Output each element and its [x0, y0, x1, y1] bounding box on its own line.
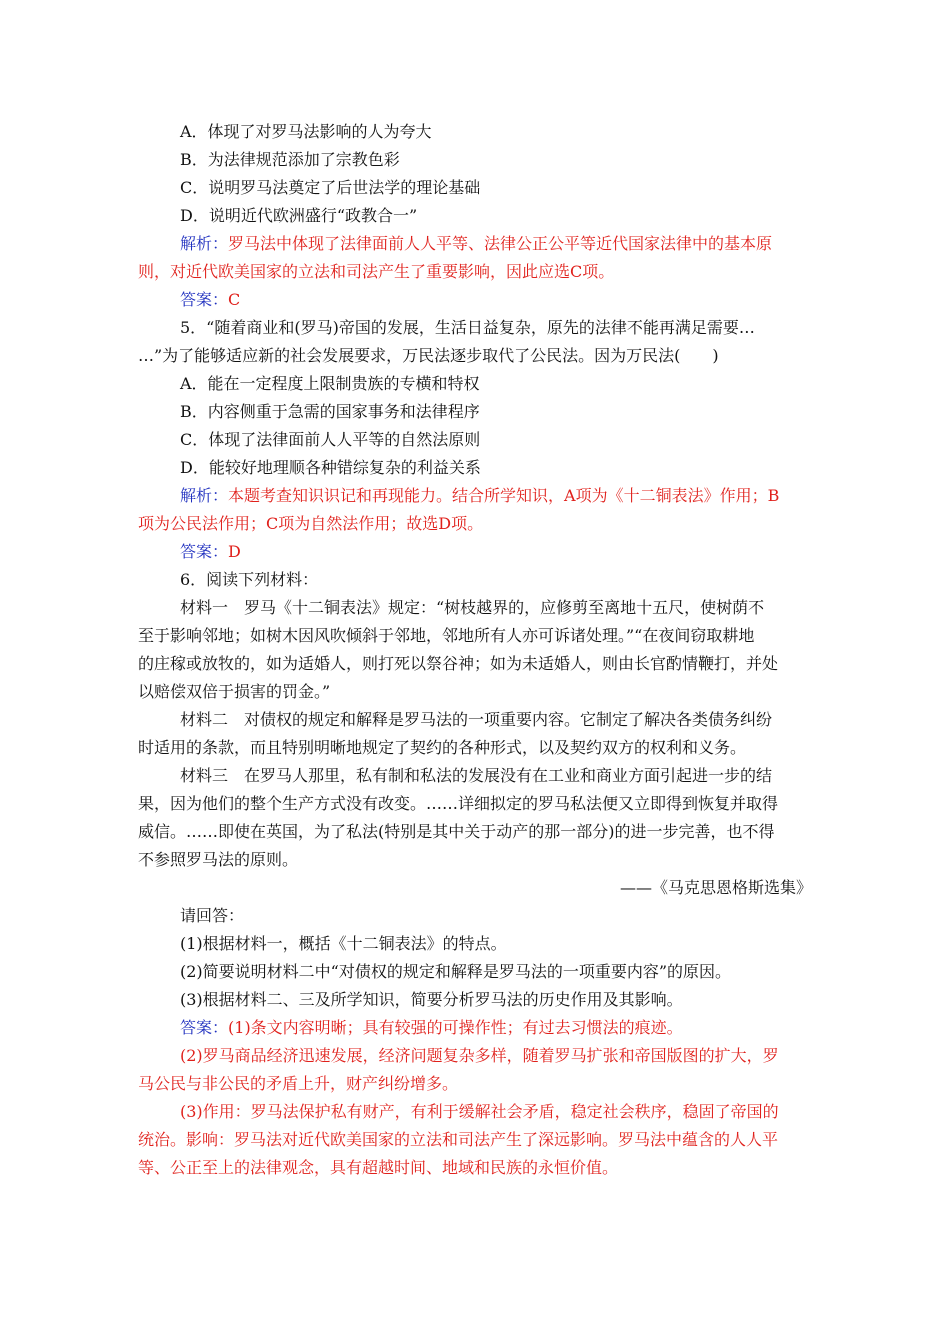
q4-analysis-line-2: 则，对近代欧美国家的立法和司法产生了重要影响，因此应选C项。: [138, 262, 615, 281]
q6-stem: 6．阅读下列材料：: [180, 570, 319, 589]
q6-source: ——《马克思恩格斯选集》: [619, 878, 812, 897]
q6-material-1-line-3: 的庄稼或放牧的，如为适婚人，则打死以祭谷神；如为未适婚人，则由长官酌情鞭打，并处: [138, 654, 779, 673]
q4-analysis-line-1: [180, 234, 772, 254]
q6-answer-3-line-3: 等、公正至上的法律观念，具有超越时间、地域和民族的永恒价值。: [138, 1158, 619, 1177]
q6-sub-question-3: (3)根据材料二、三及所学知识，简要分析罗马法的历史作用及其影响。: [180, 990, 683, 1009]
q5-analysis-label: 解析：: [180, 486, 229, 505]
q4-option-d: D．说明近代欧洲盛行“政教合一”: [180, 206, 418, 225]
q6-material-3-line-2: 果，因为他们的整个生产方式没有改变。……详细拟定的罗马私法便又立即得到恢复并取得: [138, 794, 779, 813]
q4-analysis-text: 罗马法中体现了法律面前人人平等、法律公正公平等近代国家法律中的基本原: [228, 234, 773, 253]
q5-answer-value: D: [228, 542, 241, 561]
q6-answer-1: [180, 1018, 683, 1038]
q6-answer-1-text: (1)条文内容明晰；具有较强的可操作性；有过去习惯法的痕迹。: [228, 1018, 683, 1037]
q6-material-3-line-4: 不参照罗马法的原则。: [138, 850, 299, 869]
q6-material-3-line-1: 材料三 在罗马人那里，私有制和私法的发展没有在工业和商业方面引起进一步的结: [180, 766, 773, 785]
q5-option-c: C．体现了法律面前人人平等的自然法原则: [180, 430, 481, 449]
q4-answer-value: C: [228, 290, 241, 309]
q5-answer: [180, 542, 241, 562]
q6-material-3-line-3: 威信。……即使在英国，为了私法(特别是其中关于动产的那一部分)的进一步完善，也不得: [138, 822, 775, 841]
q5-analysis-text: 本题考查知识识记和再现能力。结合所学知识，A项为《十二铜表法》作用；B: [228, 486, 780, 505]
q6-material-1-line-4: 以赔偿双倍于损害的罚金。”: [138, 682, 331, 701]
q6-sub-question-2: (2)简要说明材料二中“对债权的规定和解释是罗马法的一项重要内容”的原因。: [180, 962, 732, 981]
q4-answer: [180, 290, 240, 310]
q6-answer-3-line-1: (3)作用：罗马法保护私有财产，有利于缓解社会矛盾，稳定社会秩序，稳固了帝国的: [180, 1102, 779, 1121]
q5-answer-label: 答案：: [180, 542, 229, 561]
q6-material-2-line-1: 材料二 对债权的规定和解释是罗马法的一项重要内容。它制定了解决各类债务纠纷: [180, 710, 773, 729]
q4-analysis-label: 解析：: [180, 234, 229, 253]
q6-answer-2-line-1: (2)罗马商品经济迅速发展，经济问题复杂多样，随着罗马扩张和帝国版图的扩大，罗: [180, 1046, 779, 1065]
q5-stem-line-2: …”为了能够适应新的社会发展要求，万民法逐步取代了公民法。因为万民法( ): [138, 346, 719, 365]
q5-option-b: B．内容侧重于急需的国家事务和法律程序: [180, 402, 480, 421]
q6-sub-question-1: (1)根据材料一，概括《十二铜表法》的特点。: [180, 934, 507, 953]
q6-material-2-line-2: 时适用的条款，而且特别明晰地规定了契约的各种形式，以及契约双方的权利和义务。: [138, 738, 747, 757]
q5-option-d: D．能较好地理顺各种错综复杂的利益关系: [180, 458, 481, 477]
q6-material-1-line-1: 材料一 罗马《十二铜表法》规定：“树枝越界的，应修剪至离地十五尺，使树荫不: [180, 598, 765, 617]
q6-ask: 请回答：: [180, 906, 245, 925]
q5-analysis-line-1: [180, 486, 779, 506]
q4-option-b: B．为法律规范添加了宗教色彩: [180, 150, 400, 169]
q4-answer-label: 答案：: [180, 290, 229, 309]
q4-option-c: C．说明罗马法奠定了后世法学的理论基础: [180, 178, 481, 197]
q6-material-1-line-2: 至于影响邻地；如树木因风吹倾斜于邻地，邻地所有人亦可诉诸处理。”“在夜间窃取耕地: [138, 626, 755, 645]
q5-analysis-line-2: 项为公民法作用；C项为自然法作用；故选D项。: [138, 514, 484, 533]
q5-option-a: A．能在一定程度上限制贵族的专横和特权: [180, 374, 480, 393]
q5-stem-line-1: 5．“随着商业和(罗马)帝国的发展，生活日益复杂，原先的法律不能再满足需要…: [180, 318, 755, 337]
q6-answer-2-line-2: 马公民与非公民的矛盾上升，财产纠纷增多。: [138, 1074, 459, 1093]
q4-option-a: A．体现了对罗马法影响的人为夸大: [180, 122, 432, 141]
q6-answer-3-line-2: 统治。影响：罗马法对近代欧美国家的立法和司法产生了深远影响。罗马法中蕴含的人人平: [138, 1130, 779, 1149]
q6-answer-label: 答案：: [180, 1018, 229, 1037]
